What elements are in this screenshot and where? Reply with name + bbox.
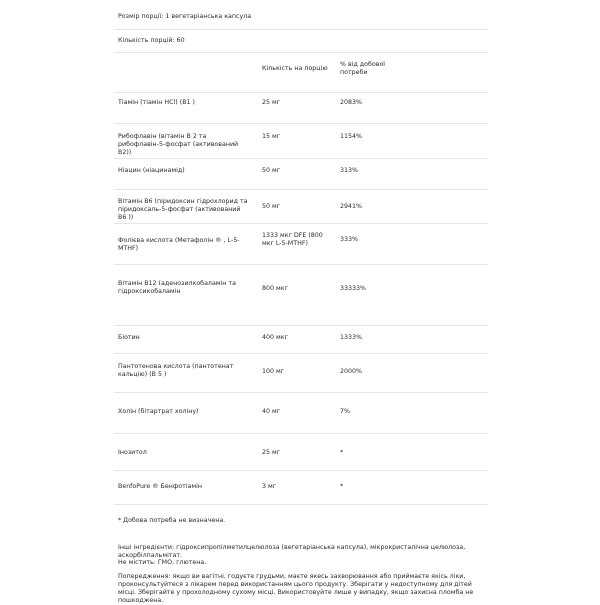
nutrient-amount: 50 мг xyxy=(262,203,281,210)
table-row xyxy=(114,124,488,159)
table-row xyxy=(114,159,488,190)
nutrient-dv: * xyxy=(340,449,344,456)
nutrient-name: BenfoPure ® Бенфотіамін xyxy=(118,483,202,490)
footnote-row xyxy=(114,505,488,538)
nutrient-dv: 2000% xyxy=(340,368,363,375)
table-row xyxy=(114,434,488,471)
nutrient-dv: 1154% xyxy=(340,133,363,140)
nutrient-amount: 100 мг xyxy=(262,368,285,375)
serving-size: Розмір порції: 1 вегетаріанська капсула xyxy=(118,13,252,20)
table-row xyxy=(114,393,488,434)
header-daily-value: % від добової потреби xyxy=(340,61,386,76)
nutrient-amount: 40 мг xyxy=(262,408,281,415)
footnote: * Добова потреба не визначена. xyxy=(118,517,226,524)
other-ingredients: Інші інгредієнти: гідроксипропілметилцелюлоза (вегетаріанська капсула), мікрокристалічна целюлоза, аскорбілпальмітат. xyxy=(118,544,466,559)
table-row xyxy=(114,190,488,224)
nutrient-dv: 2083% xyxy=(340,99,363,106)
servings-row xyxy=(114,30,488,53)
nutrient-name: Біотин xyxy=(118,334,140,341)
serving-size-row xyxy=(114,0,488,30)
nutrient-name: Ніацин (ніацинамід) xyxy=(118,167,185,174)
nutrient-name: Тіамін (тіамін HCl) (B1 ) xyxy=(118,99,196,106)
table-row xyxy=(114,224,488,265)
table-row xyxy=(114,326,488,354)
nutrient-name: Вітамін B6 (піридоксин гідрохлорид та піридоксаль-5-фосфат (активований B6 )) xyxy=(118,198,248,221)
nutrient-amount: 15 мг xyxy=(262,133,281,140)
nutrient-amount: 800 мкг xyxy=(262,285,288,292)
servings-count: Кількість порцій: 60 xyxy=(118,37,185,44)
nutrient-amount: 400 мкг xyxy=(262,334,288,341)
nutrient-dv: 2941% xyxy=(340,203,363,210)
nutrient-name: Вітамін B12 (аденозилкобаламін та гідроксикобаламін xyxy=(118,280,236,295)
table-row xyxy=(114,93,488,124)
nutrient-name: Фолієва кислота (Метафолін ® , L-5-MTHF) xyxy=(118,237,240,252)
nutrient-dv: 313% xyxy=(340,167,359,174)
nutrient-name: Інозитол xyxy=(118,449,147,456)
nutrient-amount: 25 мг xyxy=(262,449,281,456)
table-row xyxy=(114,471,488,505)
header-amount: Кількість на порцію xyxy=(262,65,328,72)
nutrient-amount: 1333 мкг DFE (800 мкг L-5-MTHF) xyxy=(262,232,323,247)
nutrient-name: Рибофлавін (вітамін B 2 та рибофлавін-5-фосфат (активований B2)) xyxy=(118,133,239,156)
header-row xyxy=(114,53,488,93)
nutrient-dv: 1333% xyxy=(340,334,363,341)
nutrient-name: Холін (бітартрат холіну) xyxy=(118,408,199,415)
nutrient-dv: * xyxy=(340,483,344,490)
warning: Попередження: якщо ви вагітні, годуєте грудьми, маєте якесь захворювання або приймаєте якісь ліки, проконсультуйтеся з лікарем перед використанням цього продукту. Зберігати у недоступному для дітей місці. Зберігайте у прохолодному сухому місці. Використовуйте лише у випадку, якщо захисна пломба не пошкоджена. xyxy=(118,573,474,604)
nutrient-dv: 7% xyxy=(340,408,350,415)
table-row xyxy=(114,265,488,326)
nutrient-dv: 333% xyxy=(340,236,359,243)
free-from: Не містить: ГМО, глютена. xyxy=(118,559,207,566)
nutrient-amount: 3 мг xyxy=(262,483,277,490)
table-row xyxy=(114,354,488,393)
nutrient-amount: 50 мг xyxy=(262,167,281,174)
nutrient-amount: 25 мг xyxy=(262,99,281,106)
nutrient-dv: 33333% xyxy=(340,285,367,292)
nutrient-name: Пантотенова кислота (пантотенат кальцію) (B 5 ) xyxy=(118,363,234,378)
